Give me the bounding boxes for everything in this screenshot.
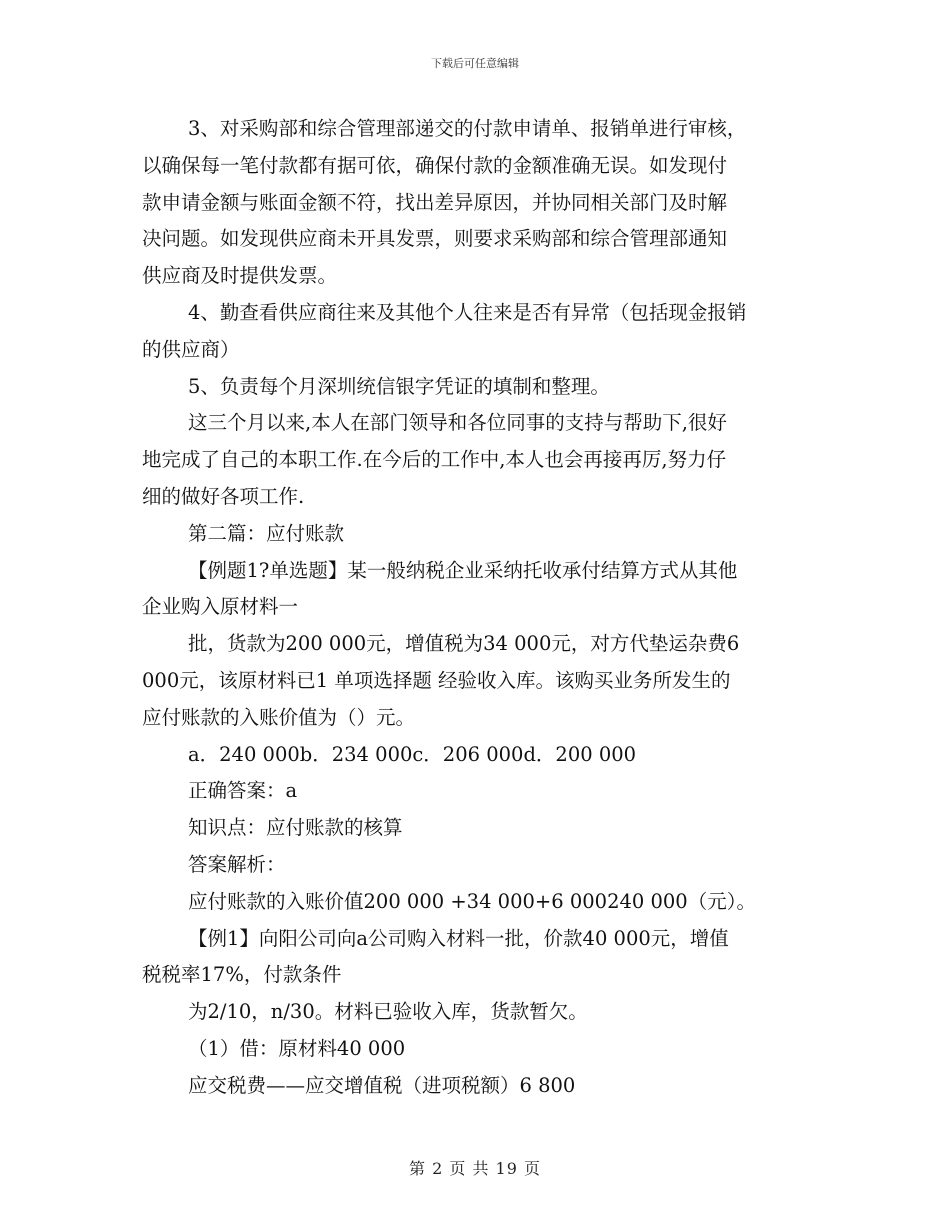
- text-line: 决问题。如发现供应商未开具发票，则要求采购部和综合管理部通知: [142, 227, 728, 251]
- text-line: 4、勤查看供应商往来及其他个人往来是否有异常（包括现金报销: [188, 300, 747, 324]
- text-line: 应付账款的入账价值200 000 +34 000+6 000240 000（元）。: [188, 889, 756, 913]
- text-line: 【例题1?单选题】某一般纳税企业采纳托收承付结算方式从其他: [188, 558, 738, 582]
- text-line: 以确保每一笔付款都有据可依，确保付款的金额准确无误。如发现付: [142, 153, 728, 177]
- text-line: 的供应商）: [142, 337, 240, 361]
- document-body: [142, 111, 810, 1105]
- page-number: 第 2 页 共 19 页: [409, 1159, 541, 1178]
- text-line: 000元，该原材料已1 单项选择题 经验收入库。该购买业务所发生的: [142, 668, 731, 692]
- text-line: 知识点：应付账款的核算: [188, 816, 403, 840]
- text-line: 细的做好各项工作.: [142, 484, 305, 508]
- text-line: 【例1】向阳公司向a公司购入材料一批，价款40 000元，增值: [188, 926, 729, 950]
- text-line: 正确答案：a: [188, 779, 298, 803]
- text-line: 应付账款的入账价值为（）元。: [142, 705, 416, 729]
- text-line: a．240 000b．234 000c．206 000d．200 000: [188, 742, 637, 766]
- text-line: 这三个月以来,本人在部门领导和各位同事的支持与帮助下,很好: [188, 411, 727, 435]
- text-line: 第二篇：应付账款: [188, 521, 345, 545]
- page-header-note: 下载后可任意编辑: [431, 57, 519, 70]
- text-line: 批，货款为200 000元，增值税为34 000元，对方代垫运杂费6: [188, 632, 740, 656]
- text-line: （1）借：原材料40 000: [188, 1036, 406, 1060]
- text-line: 5、负责每个月深圳统信银字凭证的填制和整理。: [188, 374, 610, 398]
- text-line: 为2/10，n/30。材料已验收入库，货款暂欠。: [188, 1000, 588, 1024]
- text-line: 供应商及时提供发票。: [142, 264, 338, 288]
- text-line: 答案解析：: [188, 852, 286, 876]
- text-line: 应交税费——应交增值税（进项税额）6 800: [188, 1073, 576, 1097]
- text-line: 款申请金额与账面金额不符，找出差异原因，并协同相关部门及时解: [142, 190, 728, 214]
- text-line: 3、对采购部和综合管理部递交的付款申请单、报销单进行审核，: [188, 117, 747, 140]
- text-line: 地完成了自己的本职工作.在今后的工作中,本人也会再接再厉,努力仔: [142, 448, 727, 472]
- text-line: 企业购入原材料一: [142, 595, 299, 619]
- text-line: 税税率17%，付款条件: [142, 963, 342, 987]
